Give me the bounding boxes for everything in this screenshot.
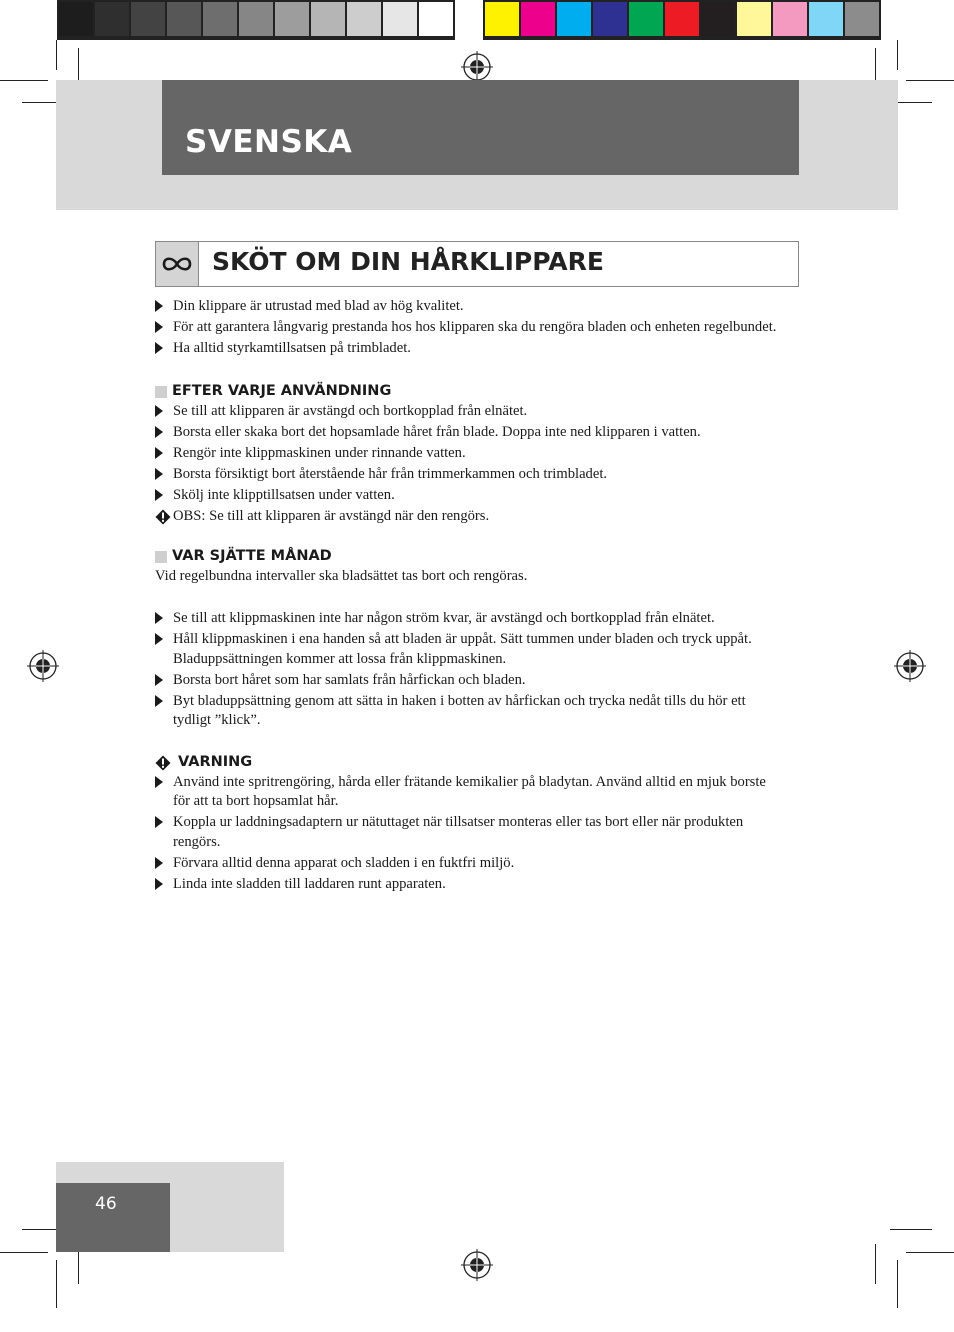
color-swatch	[485, 2, 519, 36]
list-item: Borsta bort håret som har samlats från hårfickan och bladen.	[155, 671, 780, 691]
intro-list	[155, 297, 780, 359]
six-months-intro: Vid regelbundna intervaller ska bladsättet tas bort och rengöras.	[155, 567, 528, 584]
bullet-triangle-icon	[155, 612, 163, 624]
warning-diamond-icon	[155, 509, 171, 525]
warning-diamond-icon	[155, 755, 171, 771]
bullet-triangle-icon	[155, 857, 163, 869]
bullet-triangle-icon	[155, 674, 163, 686]
after-use-list	[155, 402, 780, 506]
crop-mark	[56, 40, 57, 70]
subheading-six-months: VAR SJÄTTE MÅNAD	[155, 547, 780, 567]
warning-heading: VARNING	[155, 753, 780, 773]
list-item: Din klippare är utrustad med blad av hög kvalitet.	[155, 297, 780, 317]
crop-mark	[906, 1252, 954, 1253]
list-item: Använd inte spritrengöring, hårda eller frätande kemikalier på bladytan. Använd alltid en mjuk borste för att ta bort hopsamlat hår.	[155, 773, 780, 812]
color-swatch	[203, 2, 237, 36]
section-icon-cell	[156, 242, 199, 286]
crop-mark	[875, 1244, 876, 1284]
infinity-icon	[156, 242, 198, 286]
section-heading-box	[155, 241, 799, 287]
registration-target-icon	[27, 650, 59, 682]
list-item: Borsta försiktigt bort återstående hår från trimmerkammen och trimbladet.	[155, 465, 780, 485]
list-item: Se till att klippmaskinen inte har någon ström kvar, är avstängd och bortkopplad från elnätet.	[155, 609, 780, 629]
crop-mark	[897, 1260, 898, 1308]
color-swatch	[845, 2, 879, 36]
language-title: SVENSKA	[185, 124, 353, 160]
bullet-triangle-icon	[155, 816, 163, 828]
crop-mark	[0, 80, 48, 81]
color-swatch	[629, 2, 663, 36]
six-months-list	[155, 609, 780, 731]
color-swatch	[701, 2, 735, 36]
bullet-triangle-icon	[155, 342, 163, 354]
crop-mark	[906, 80, 954, 81]
registration-target-icon	[894, 650, 926, 682]
color-swatch	[521, 2, 555, 36]
grayscale-calibration-strip	[57, 0, 455, 40]
page-number: 46	[95, 1194, 117, 1214]
color-swatch	[95, 2, 129, 36]
bullet-triangle-icon	[155, 776, 163, 788]
gray-square-icon	[155, 551, 167, 563]
bullet-triangle-icon	[155, 447, 163, 459]
list-item: Borsta eller skaka bort det hopsamlade håret från blade. Doppa inte ned klipparen i vatten.	[155, 423, 780, 443]
list-item: Rengör inte klippmaskinen under rinnande vatten.	[155, 444, 780, 464]
bullet-triangle-icon	[155, 489, 163, 501]
list-item: Se till att klipparen är avstängd och bortkopplad från elnätet.	[155, 402, 780, 422]
gray-square-icon	[155, 386, 167, 398]
list-item: Ha alltid styrkamtillsatsen på trimbladet.	[155, 339, 780, 359]
bullet-triangle-icon	[155, 878, 163, 890]
subheading-after-use: EFTER VARJE ANVÄNDNING	[155, 382, 780, 402]
crop-mark	[890, 1229, 932, 1230]
crop-mark	[56, 1260, 57, 1308]
note-line: OBS: Se till att klipparen är avstängd när den rengörs.	[155, 507, 780, 527]
color-calibration-strip	[483, 0, 881, 40]
color-swatch	[131, 2, 165, 36]
color-swatch	[593, 2, 627, 36]
care-instructions	[155, 297, 780, 896]
color-swatch	[383, 2, 417, 36]
color-swatch	[737, 2, 771, 36]
registration-target-icon	[461, 1249, 493, 1281]
color-swatch	[239, 2, 273, 36]
color-swatch	[419, 2, 453, 36]
section-title: SKÖT OM DIN HÅRKLIPPARE	[212, 247, 604, 276]
warning-list	[155, 773, 780, 895]
crop-mark	[897, 40, 898, 70]
list-item: För att garantera långvarig prestanda hos hos klipparen ska du rengöra bladen och enheten regelbundet.	[155, 318, 780, 338]
list-item: Koppla ur laddningsadaptern ur nätuttaget när tillsatser monteras eller tas bort eller när produkten rengörs.	[155, 813, 780, 852]
bullet-triangle-icon	[155, 321, 163, 333]
color-swatch	[773, 2, 807, 36]
color-swatch	[665, 2, 699, 36]
color-swatch	[167, 2, 201, 36]
bullet-triangle-icon	[155, 405, 163, 417]
bullet-triangle-icon	[155, 426, 163, 438]
bullet-triangle-icon	[155, 695, 163, 707]
registration-target-icon	[461, 51, 493, 83]
color-swatch	[809, 2, 843, 36]
color-swatch	[557, 2, 591, 36]
bullet-triangle-icon	[155, 633, 163, 645]
bullet-triangle-icon	[155, 300, 163, 312]
bullet-triangle-icon	[155, 468, 163, 480]
list-item: Förvara alltid denna apparat och sladden i en fuktfri miljö.	[155, 854, 780, 874]
crop-mark	[0, 1252, 48, 1253]
list-item: Byt bladuppsättning genom att sätta in haken i botten av hårfickan och trycka nedåt tills du hör ett tydligt ”klick”.	[155, 692, 780, 731]
color-swatch	[59, 2, 93, 36]
color-swatch	[311, 2, 345, 36]
list-item: Linda inte sladden till laddaren runt apparaten.	[155, 875, 780, 895]
color-swatch	[275, 2, 309, 36]
list-item: Håll klippmaskinen i ena handen så att bladen är uppåt. Sätt tummen under bladen och tryck uppåt. Bladuppsättningen kommer att lossa från klippmaskinen.	[155, 630, 780, 669]
list-item: Skölj inte klipptillsatsen under vatten.	[155, 486, 780, 506]
color-swatch	[347, 2, 381, 36]
